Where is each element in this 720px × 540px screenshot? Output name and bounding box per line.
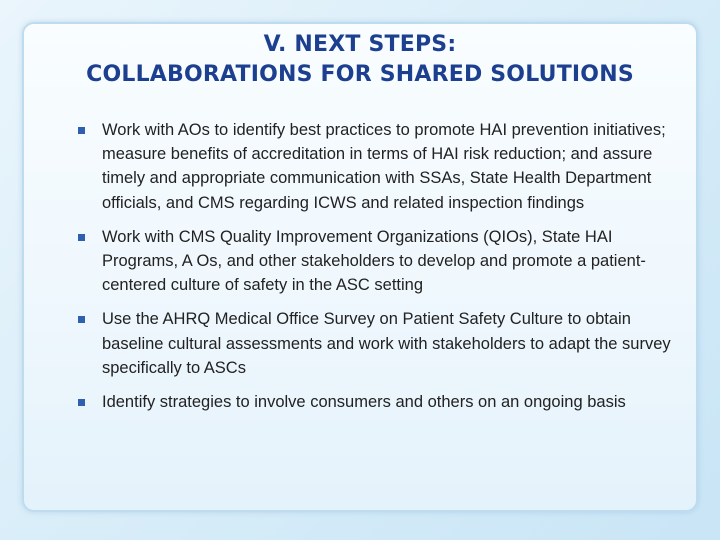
square-bullet-icon	[78, 234, 85, 241]
bullet-item	[78, 118, 678, 215]
square-bullet-icon	[78, 316, 85, 323]
square-bullet-icon	[78, 399, 85, 406]
bullet-item	[78, 390, 678, 414]
slide-title-line-1: V. NEXT STEPS:	[263, 32, 457, 57]
square-bullet-icon	[78, 127, 85, 134]
bullet-text: Work with AOs to identify best practices to promote HAI prevention initiatives; measure benefits of accreditation in terms of HAI risk reduction; and assure timely and appropriate communication with SSAs, State Health Department officials, and CMS regarding ICWS and related inspection findings	[102, 121, 666, 212]
slide-title	[30, 30, 690, 90]
bullet-item	[78, 307, 678, 380]
bullet-item	[78, 225, 678, 298]
bullet-list	[78, 118, 678, 424]
bullet-text: Use the AHRQ Medical Office Survey on Patient Safety Culture to obtain baseline cultural assessments and work with stakeholders to adapt the survey specifically to ASCs	[102, 310, 671, 377]
bullet-text: Identify strategies to involve consumers and others on an ongoing basis	[102, 393, 626, 412]
slide-title-line-2: COLLABORATIONS FOR SHARED SOLUTIONS	[86, 62, 634, 87]
bullet-text: Work with CMS Quality Improvement Organizations (QIOs), State HAI Programs, A Os, and other stakeholders to develop and promote a patient-centered culture of safety in the ASC setting	[102, 227, 646, 295]
